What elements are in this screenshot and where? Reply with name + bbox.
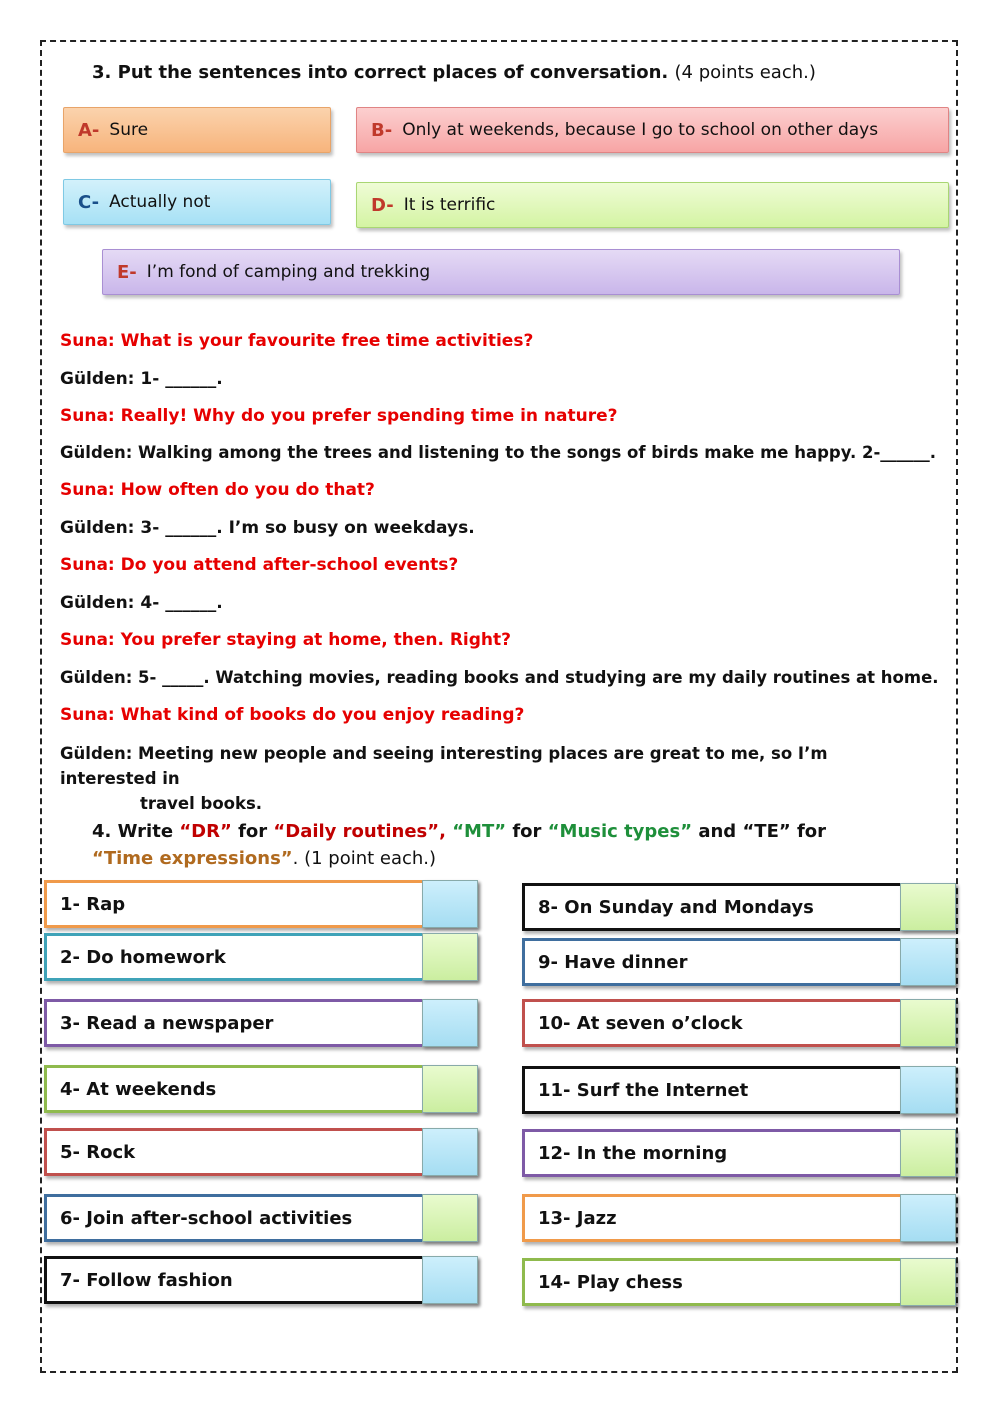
question-3-heading: 3. Put the sentences into correct places of conversation. (4 points each.): [92, 62, 816, 83]
dialogue-line-suna-1: Suna: What is your favourite free time activities?: [60, 331, 534, 351]
dialogue-line-suna-5: Suna: You prefer staying at home, then. Right?: [60, 630, 512, 650]
answer-box-4[interactable]: [422, 1065, 478, 1113]
dialogue-line-suna-6: Suna: What kind of books do you enjoy reading?: [60, 705, 525, 725]
answer-box-3[interactable]: [422, 999, 478, 1047]
classify-item-1: 1- Rap: [44, 880, 478, 928]
answer-box-13[interactable]: [900, 1194, 956, 1242]
answer-box-6[interactable]: [422, 1194, 478, 1242]
classify-item-10: 10- At seven o’clock: [522, 999, 956, 1047]
classify-item-7: 7- Follow fashion: [44, 1256, 478, 1304]
answer-box-12[interactable]: [900, 1129, 956, 1177]
option-e: E- I’m fond of camping and trekking: [102, 249, 900, 295]
option-c: C- Actually not: [63, 179, 331, 225]
classify-item-2: 2- Do homework: [44, 933, 478, 981]
answer-box-14[interactable]: [900, 1258, 956, 1306]
dialogue-line-gulden-5: Gülden: 5- _____. Watching movies, reading books and studying are my daily routines at home.: [60, 668, 939, 687]
answer-box-10[interactable]: [900, 999, 956, 1047]
classify-item-6: 6- Join after-school activities: [44, 1194, 478, 1242]
dialogue-line-suna-4: Suna: Do you attend after-school events?: [60, 555, 459, 575]
classify-item-3: 3- Read a newspaper: [44, 999, 478, 1047]
question-4-heading: 4. Write “DR” for “Daily routines”, “MT” for “Music types” and “TE” for “Time expressions”. (1 point each.): [92, 821, 827, 869]
answer-box-5[interactable]: [422, 1128, 478, 1176]
classify-item-14: 14- Play chess: [522, 1258, 956, 1306]
dialogue-line-suna-2: Suna: Really! Why do you prefer spending time in nature?: [60, 406, 618, 426]
option-b: B- Only at weekends, because I go to school on other days: [356, 107, 949, 153]
classify-item-13: 13- Jazz: [522, 1194, 956, 1242]
answer-box-8[interactable]: [900, 883, 956, 931]
answer-box-7[interactable]: [422, 1256, 478, 1304]
classify-item-5: 5- Rock: [44, 1128, 478, 1176]
dialogue-line-gulden-3: Gülden: 3- ______. I’m so busy on weekdays.: [60, 518, 475, 538]
answer-box-9[interactable]: [900, 938, 956, 986]
classify-item-9: 9- Have dinner: [522, 938, 956, 986]
dialogue-line-gulden-1: Gülden: 1- ______.: [60, 369, 223, 389]
answer-box-1[interactable]: [422, 880, 478, 928]
classify-item-11: 11- Surf the Internet: [522, 1066, 956, 1114]
option-a: A- Sure: [63, 107, 331, 153]
option-d: D- It is terrific: [356, 182, 949, 228]
dialogue-line-gulden-2: Gülden: Walking among the trees and listening to the songs of birds make me happy. 2-______.: [60, 443, 937, 462]
classify-item-12: 12- In the morning: [522, 1129, 956, 1177]
dialogue-line-gulden-4: Gülden: 4- ______.: [60, 593, 223, 613]
dialogue-line-gulden-6: Gülden: Meeting new people and seeing interesting places are great to me, so I’m interested in travel books.: [60, 744, 828, 813]
classify-item-4: 4- At weekends: [44, 1065, 478, 1113]
classify-item-8: 8- On Sunday and Mondays: [522, 883, 956, 931]
dialogue-line-suna-3: Suna: How often do you do that?: [60, 480, 375, 500]
answer-box-2[interactable]: [422, 933, 478, 981]
answer-box-11[interactable]: [900, 1066, 956, 1114]
